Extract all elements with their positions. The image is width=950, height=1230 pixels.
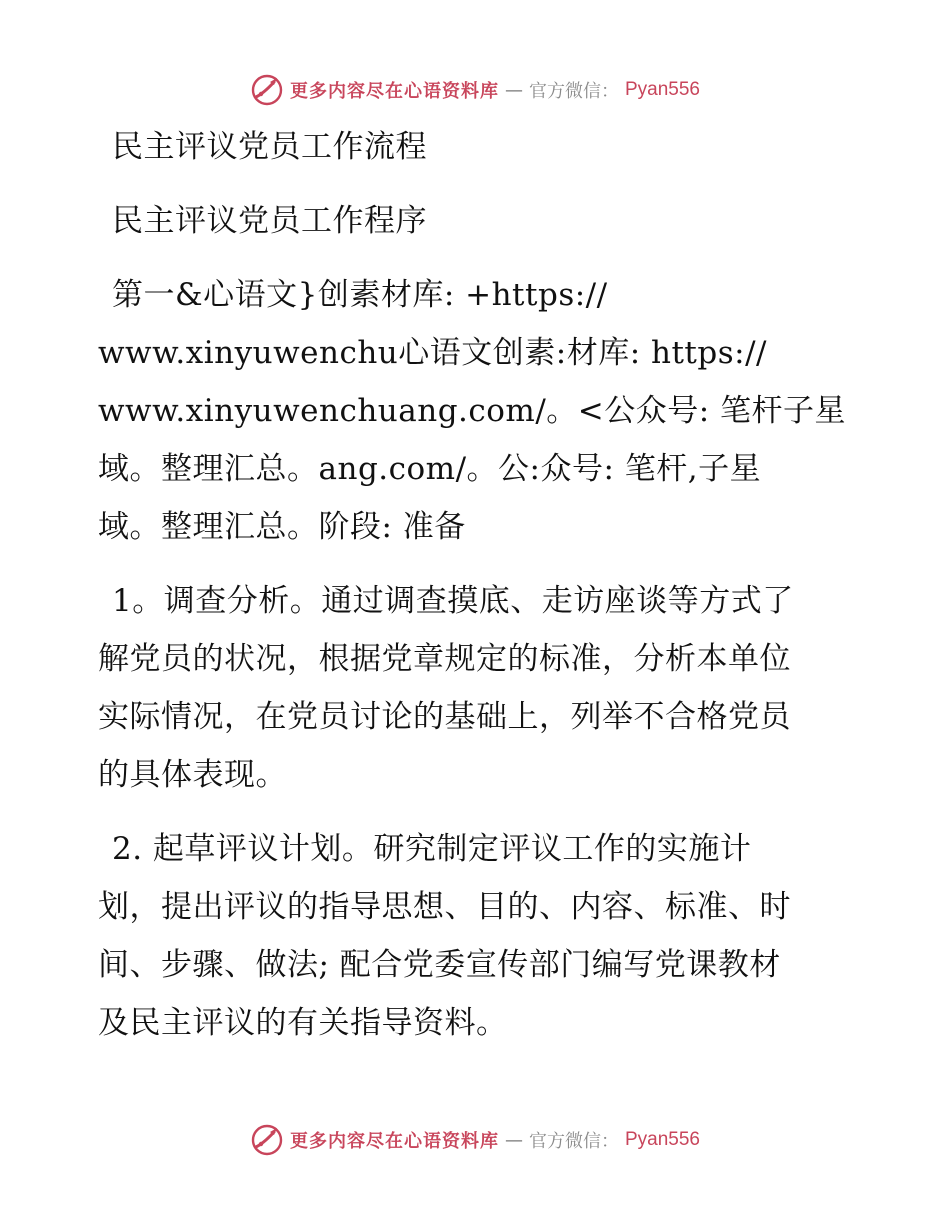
stage-line: 域。整理汇总。ang.com/。公:众号: 笔杆,子星: [98, 451, 762, 487]
stage-line: 第一&心语文}创素材库: +https://: [112, 277, 608, 313]
document-subtitle-block: [98, 192, 850, 250]
footer-banner-contact-label: 官方微信：: [528, 1131, 619, 1152]
header-banner-contact-label: 官方微信：: [528, 81, 619, 102]
item-1-line: 实际情况，在党员讨论的基础上，列举不合格党员: [98, 699, 791, 735]
document-subtitle: 民主评议党员工作程序: [112, 203, 427, 239]
footer-banner-slogan: 更多内容尽在心语资料库: [289, 1131, 499, 1152]
header-banner-wechat-id: Pyan556: [624, 79, 700, 100]
footer-banner-wechat-id: Pyan556: [624, 1129, 700, 1150]
item-2-paragraph: [98, 820, 850, 1052]
stage-line: www.xinyuwenchuang.com/。<公众号: 笔杆子星: [98, 393, 847, 429]
pen-logo-icon: [250, 1123, 284, 1157]
stage-line: 域。整理汇总。阶段: 准备: [98, 509, 466, 545]
header-banner: [0, 68, 950, 112]
header-banner-slogan: 更多内容尽在心语资料库: [289, 81, 499, 102]
footer-banner: [0, 1118, 950, 1162]
header-banner-dash: —: [504, 79, 523, 101]
item-1-line: 1。调查分析。通过调查摸底、走访座谈等方式了: [112, 583, 794, 619]
stage-line: www.xinyuwenchu心语文创素:材库: https://: [98, 335, 767, 371]
item-2-line: 间、步骤、做法; 配合党委宣传部门编写党课教材: [98, 947, 781, 983]
document-title: 民主评议党员工作流程: [112, 129, 427, 165]
item-2-line: 及民主评议的有关指导资料。: [98, 1005, 508, 1041]
item-2-line: 划，提出评议的指导思想、目的、内容、标准、时: [98, 889, 791, 925]
item-1-line: 的具体表现。: [98, 757, 287, 793]
footer-banner-dash: —: [504, 1129, 523, 1151]
pen-logo-icon: [250, 73, 284, 107]
document-title-block: [98, 118, 850, 176]
item-1-line: 解党员的状况，根据党章规定的标准，分析本单位: [98, 641, 791, 677]
document-body: [98, 118, 850, 1052]
stage-paragraph: [98, 266, 850, 556]
header-banner-inner: [250, 73, 700, 107]
item-1-paragraph: [98, 572, 850, 804]
item-2-line: 2. 起草评议计划。研究制定评议工作的实施计: [112, 831, 752, 867]
footer-banner-inner: [250, 1123, 700, 1157]
